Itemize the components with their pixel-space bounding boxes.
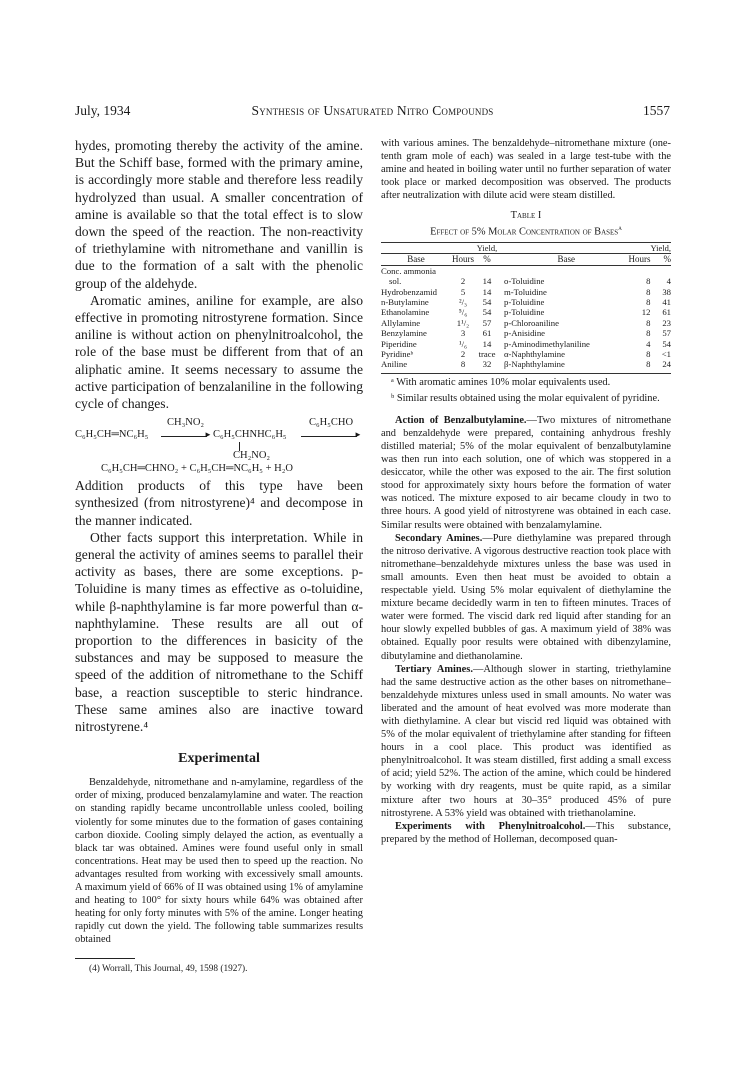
table-cell: 54 [482, 296, 492, 307]
table-cell: 54 [662, 338, 671, 349]
table-cell: 8 [646, 359, 651, 370]
table-cell: Allylamine [381, 317, 421, 328]
table-cell [499, 265, 628, 276]
table-row [381, 307, 671, 317]
table-cell: 14 [482, 286, 492, 297]
table-cell: ⁵/₆ [458, 307, 468, 318]
table-header-cell: Base [499, 254, 628, 265]
paragraph: with various amines. The benzaldehyde–nitromethane mixture (one-tenth gram mole of each) was sealed in a large test-tube with the amine and heated in boiling water until no further separation of water took place or marked decomposition was observed. The products after neutralization with dilute acid were steam distilled. [381, 138, 671, 202]
table-cell: Conc. ammonia [381, 265, 437, 276]
table-cell: trace [478, 349, 496, 359]
page-header [75, 103, 670, 119]
table-header-cell: % [650, 254, 671, 265]
table-cell: 8 [646, 317, 651, 328]
table-cell: 2 [460, 276, 466, 287]
table-cell: Pyridineᵇ [381, 349, 414, 359]
scheme-reagent-1: CH₃NO₂ [167, 417, 205, 429]
table-cell: sol. [389, 276, 402, 287]
table-header-cell [451, 242, 475, 253]
table-title-sup: a [618, 224, 622, 233]
table-cell: 38 [662, 286, 671, 297]
table-row [381, 359, 671, 369]
table-header-cell: Base [381, 254, 451, 265]
table-cell: ¹/₆ [458, 338, 468, 349]
table-cell: p-Chloroaniline [504, 317, 560, 328]
table-row [381, 287, 671, 297]
reaction-arrow [161, 436, 207, 437]
reaction-scheme [75, 415, 363, 475]
table-cell: 57 [662, 328, 671, 339]
scheme-start: C₆H₅CH═NC₆H₅ [75, 429, 149, 441]
table-cell: α-Naphthylamine [504, 349, 566, 359]
table-cell: 32 [482, 359, 492, 370]
right-column [381, 137, 671, 846]
paragraph: Benzaldehyde, nitromethane and n-amylamine, regardless of the order of mixing, produced benzalamylamine and water. The reaction on standing rapidly became uncontrollable unless cooled, boiling violently for some minutes due to the formation of gases containing carbon dioxide. Cooling simply delayed the action, as eventually a black tar was obtained. Amines were found useful only in small concentrations. Heat may be used then to speed up the reaction. No advantages resulted from working with excessively small amounts. A maximum yield of 66% of II was obtained using 1% of amylamine and heating to 100° for sixty hours while 64% was obtained after heating for only forty minutes with 5% of the amine. Longer heating rapidly cut down the yield. The following table summarizes results obtained [75, 777, 363, 946]
paragraph-body: —Pure diethylamine was prepared through the nitroso derivative. A vigorous destructive reaction took place with nitromethane–benzaldehyde mixtures unless the base was used in small amounts. Even then heat must be avoided to obtain a respectable yield. Using 5% molar equivalent of diethylamine the mixture became decidedly warm in ten to fifteen minutes. Traces of water were formed. The viscid dark red liquid after standing for an hour slowly expelled bubbles of gas. A maximum yield of 38% was obtained. Equally poor results were obtained with dibenzylamine, dibutylamine and diethanolamine. [381, 532, 671, 662]
table-header-cell [628, 242, 650, 253]
table-cell: β-Naphthylamine [504, 359, 565, 370]
table-title [381, 222, 671, 238]
table-cell: 8 [646, 296, 651, 307]
section-heading: Experimental [178, 751, 260, 767]
table-body [381, 265, 671, 370]
paragraph: Addition products of this type have been synthesized (from nitrostyrene)⁴ and decompose in the manner indicated. [75, 478, 363, 528]
table-cell: 3 [460, 328, 466, 339]
paragraph-body: —Although slower in starting, triethylamine had the same destructive action as the other bases on nitromethane–benzaldehyde mixtures unless used in small amounts. No water was liberated and the amount of heat evolved was more moderate than with diethylamine. A clear but viscid red liquid was obtained with 5% of the molar equivalent of triethylamine after standing for fifteen hours in a cool place. This product was identified as phenylnitroalcohol. It was steam distilled, first adding a small excess of acid; yield 52%. The action of the amine, which could be hindered by working with dry reagents, must be quite rapid, as a similar mixture after two hours at 30–35° produced 45% of pure nitrostyrene. A 53% yield was obtained with triethanolamine. [381, 663, 672, 819]
table-cell: 57 [482, 317, 492, 328]
table-cell: 61 [482, 328, 492, 339]
table-cell: p-Anisidine [504, 328, 546, 339]
table-cell: p-Toluidine [504, 307, 545, 318]
table-footnote: ᵇ Similar results obtained using the molar equivalent of pyridine. [391, 392, 660, 404]
table-footnote: ᵃ With aromatic amines 10% molar equivalents used. [381, 373, 671, 389]
table-row [381, 265, 671, 276]
reaction-arrow [301, 436, 357, 437]
paragraph-heading: Action of Benzalbutylamine. [395, 414, 527, 426]
table-header-cell: % [475, 254, 499, 265]
footnote-rule [75, 958, 135, 959]
table-cell: 5 [460, 286, 466, 297]
table-caption: Table I [510, 210, 542, 222]
paragraph [381, 532, 671, 663]
table-cell: Benzylamine [381, 328, 427, 339]
table-row [381, 349, 671, 359]
arrow-head: ► [354, 430, 362, 440]
table-cell: 8 [646, 286, 651, 297]
table-header-cell: Yield, [650, 242, 671, 253]
table-row [381, 318, 671, 328]
table-cell: Aniline [381, 359, 408, 370]
table-cell: 2 [460, 349, 466, 359]
table-cell: 1¹/₂ [456, 317, 470, 328]
table-cell: 12 [641, 307, 651, 318]
table-cell: 54 [482, 307, 492, 318]
table-cell: 23 [662, 317, 671, 328]
table-cell: 4 [666, 276, 671, 287]
table-header-cell [499, 242, 628, 253]
header-date: July, 1934 [75, 103, 131, 118]
table-cell: 61 [662, 307, 671, 318]
footnote: (4) Worrall, This Journal, 49, 1598 (1927). [89, 963, 248, 974]
scheme-branch: CH₂NO₂ [233, 450, 271, 462]
table-cell [628, 265, 650, 276]
paragraph-heading: Experiments with Phenylnitroalcohol. [395, 820, 586, 832]
header-title: Synthesis of Unsaturated Nitro Compounds [251, 103, 494, 118]
table-row [381, 328, 671, 338]
table-cell: 4 [646, 338, 651, 349]
table-cell: 8 [460, 359, 466, 370]
table-row [381, 297, 671, 307]
table-cell: n-Butylamine [381, 296, 429, 307]
left-column [75, 137, 363, 975]
table-cell: 14 [482, 338, 492, 349]
table-cell [475, 265, 499, 276]
table-cell: Hydrobenzamid [381, 286, 437, 297]
paragraph [381, 663, 671, 820]
table-header-cell: Hours [628, 254, 651, 265]
table-cell [650, 265, 671, 276]
paragraph [381, 820, 671, 846]
paragraph [381, 414, 671, 532]
paragraph: hydes, promoting thereby the activity of the amine. But the Schiff base, formed with the primary amine, is accordingly more stable and therefore less readily hydrolyzed than usual. A smaller concentration of amine is available so that the total effect is to slow down the speed of the reaction. The non-reactivity of triethylamine with nitromethane and vanillin is due to the formation of a salt with the phenolic group of the aldehyde. [75, 138, 363, 291]
arrow-head: ► [204, 430, 212, 440]
table-cell: 24 [662, 359, 671, 370]
table-cell [451, 265, 475, 276]
table-row [381, 339, 671, 349]
data-table [381, 242, 671, 370]
table-cell: m-Toluidine [504, 286, 547, 297]
table-cell: 41 [662, 296, 671, 307]
table-header-cell [381, 242, 451, 253]
table-cell: p-Aminodimethylaniline [504, 338, 590, 349]
scheme-products: C₆H₅CH═CHNO₂ + C₆H₅CH═NC₆H₅ + H₂O [101, 463, 293, 475]
scheme-middle: C₆H₅CHNHC₆H₅ [213, 429, 287, 441]
table-cell: <1 [661, 349, 671, 359]
table-title-text: Effect of 5% Molar Concentration of Bases [430, 226, 619, 238]
table-cell: 8 [646, 276, 651, 287]
paragraph-body: —Two mixtures of nitromethane and benzaldehyde were prepared, containing anhydrous freshly distilled material; 5% of the molar equivalent of benzalbutylamine was then run into each solution, one of which was stoppered in a desiccator, while the other was exposed to the air. The first solution stood for approximately sixty hours before the formation of water was noticed. The mixture exposed to air became cloudy in two to three hours. A good yield of nitrostyrene was obtained in each case. Similar results were obtained with benzalamylamine. [381, 414, 671, 531]
table-cell: ²/₃ [458, 296, 468, 307]
paragraph: Other facts support this interpretation. While in general the activity of amines seems to parallel their activity as bases, there are some exceptions. p-Toluidine is many times as effective as o-toluidine, while β-naphthylamine is far more powerful than α-naphthylamine. These results are all out of proportion to the differences in basicity of the substances and may be supposed to measure the speed of the addition of nitromethane to the Schiff base, a reaction susceptible to steric hindrance. These same amines also are inactive toward nitrostyrene.⁴ [75, 529, 363, 735]
paragraph-heading: Secondary Amines. [395, 532, 483, 544]
page-number: 1557 [643, 103, 670, 118]
table-row [381, 276, 671, 286]
scheme-reagent-2: C₆H₅CHO [309, 417, 354, 429]
table-cell: 8 [646, 328, 651, 339]
paragraph: Aromatic amines, aniline for example, are also effective in promoting nitrostyrene formation. Since aniline is without action on phenylnitroalcohol, the role of the base must be different from that of an aliphatic amine. It seems necessary to assume the active participation of benzalaniline in the following cycle of changes. [75, 292, 363, 412]
table-cell: o-Toluidine [504, 276, 545, 287]
table-cell: 8 [646, 349, 651, 359]
table-cell: Ethanolamine [381, 307, 430, 318]
table-cell: 14 [482, 276, 492, 287]
paragraph-heading: Tertiary Amines. [395, 663, 473, 675]
table-cell: Piperidine [381, 338, 417, 349]
table-header-cell: Hours [452, 254, 474, 265]
paragraph-body: —This substance, prepared by the method of Holleman, decomposed quan- [381, 820, 671, 845]
table-header-cell: Yield, [476, 242, 498, 253]
table-cell: p-Toluidine [504, 296, 545, 307]
